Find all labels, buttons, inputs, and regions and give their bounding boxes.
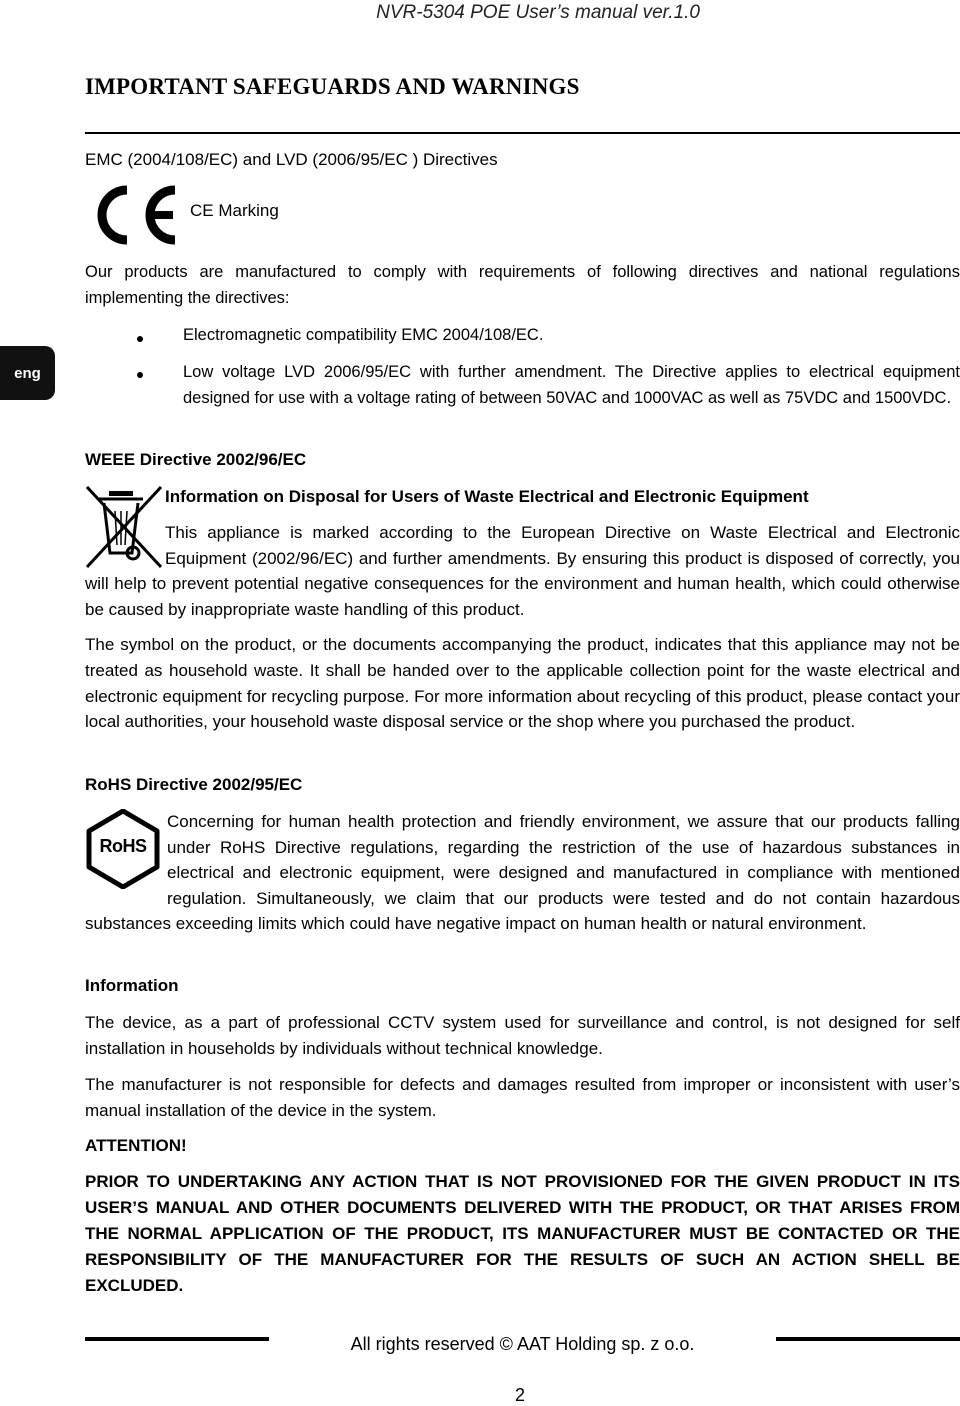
language-tab [0, 346, 55, 400]
information-heading: Information [85, 976, 179, 995]
emc-heading: EMC (2004/108/EC) and LVD (2006/95/EC ) Directives [85, 150, 498, 169]
information-paragraph-2: The manufacturer is not responsible for defects and damages resulted from improper or inconsistent with user’s manual installation of the device in the system. [85, 1075, 960, 1120]
page-title: IMPORTANT SAFEGUARDS AND WARNINGS [85, 74, 580, 99]
rohs-logo [85, 809, 167, 901]
weee-subheading: Information on Disposal for Users of Waste Electrical and Electronic Equipment [165, 487, 809, 506]
rohs-block [85, 809, 960, 937]
footer-copyright: All rights reserved © AAT Holding sp. z o.o. [350, 1334, 695, 1354]
attention-heading: ATTENTION! [85, 1136, 187, 1155]
bullet-icon [137, 336, 143, 342]
rohs-logo-text: RoHS [99, 836, 147, 856]
language-tab-label: eng [14, 364, 41, 382]
rohs-heading: RoHS Directive 2002/95/EC [85, 775, 303, 794]
title-divider [85, 132, 960, 134]
attention-text: PRIOR TO UNDERTAKING ANY ACTION THAT IS NOT PROVISIONED FOR THE GIVEN PRODUCT IN ITS USER’S MANUAL AND OTHER DOCUMENTS DELIVERED WITH THE PRODUCT, OR THAT ARISES FROM THE NORMAL APPLICATION OF THE PRODUCT, ITS MANUFACTURER MUST BE CONTACTED OR THE RESPONSIBILITY OF THE MANUFACTURER FOR THE RESULTS OF SUCH AN ACTION SHELL BE EXCLUDED. [85, 1172, 960, 1295]
rohs-paragraph: Concerning for human health protection and friendly environment, we assure that our products falling under RoHS Directive regulations, regarding the restriction of the use of hazardous substances in electrical and electronic equipment, were designed and manufactured in compliance with mentioned regulation. Simultaneously, we claim that our products were tested and do not contain hazardous substances exceeding limits which could have negative impact on human health or natural environment. [85, 812, 960, 934]
page-number: 2 [514, 1385, 525, 1405]
bullet-icon [137, 372, 143, 378]
ce-marking-label: CE Marking [190, 201, 279, 220]
weee-heading: WEEE Directive 2002/96/EC [85, 450, 307, 469]
weee-block [85, 483, 960, 735]
manual-header: NVR-5304 POE User’s manual ver.1.0 [376, 2, 700, 23]
emc-bullet-1: Electromagnetic compatibility EMC 2004/108/EC. [183, 326, 544, 344]
emc-intro: Our products are manufactured to comply with requirements of following directives and national regulations implementing the directives: [85, 263, 960, 307]
footer-rule-right [776, 1337, 960, 1341]
weee-paragraph-1: This appliance is marked according to the European Directive on Waste Electrical and Electronic Equipment (2002/96/EC) and further amendments. By ensuring this product is disposed of correctly, you will help to prevent potential negative consequences for the environment and human health, which could otherwise be caused by inappropriate waste handling of this product. [85, 523, 960, 619]
footer-rule-left [85, 1337, 269, 1341]
ce-logo-icon [93, 184, 183, 246]
emc-bullet-2: Low voltage LVD 2006/95/EC with further amendment. The Directive applies to electrical equipment designed for use with a voltage rating of between 50VAC and 1000VAC as well as 75VDC and 1500VDC. [183, 363, 960, 407]
weee-bin-icon [85, 483, 165, 571]
ce-marking-logo [93, 184, 183, 251]
weee-paragraph-2: The symbol on the product, or the documents accompanying the product, indicates that this appliance may not be treated as household waste. It shall be handed over to the applicable collection point for the waste electrical and electronic equipment for recycling purpose. For more information about recycling of this product, please contact your local authorities, your household waste disposal service or the shop where you purchased the product. [85, 635, 960, 732]
information-paragraph-1: The device, as a part of professional CCTV system used for surveillance and control, is not designed for self installation in households by individuals without technical knowledge. [85, 1013, 960, 1058]
